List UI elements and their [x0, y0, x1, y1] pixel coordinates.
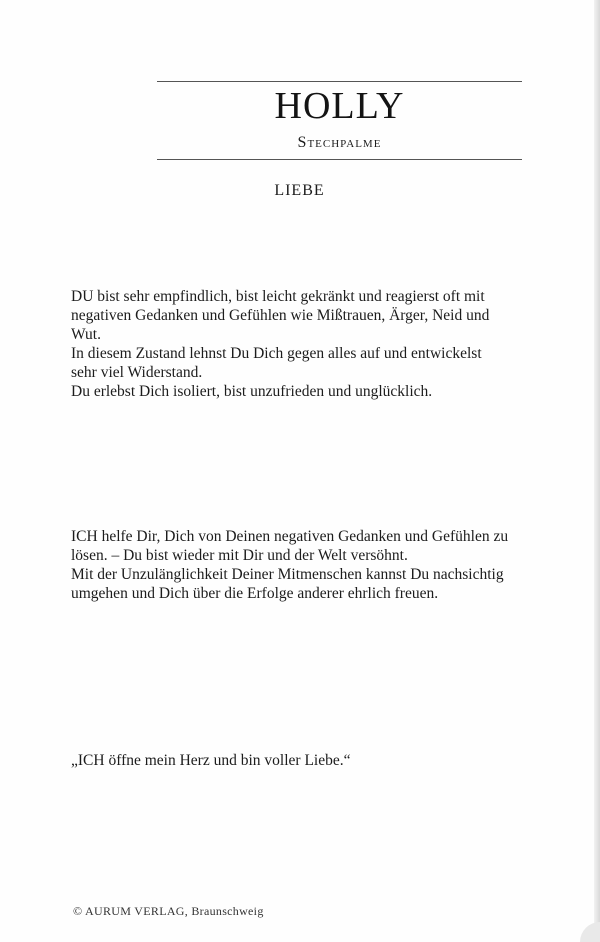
card-title: HOLLY — [274, 85, 405, 127]
positive-line: ICH helfe Dir, Dich von Deinen negativen Gedanken und Gefühlen zu lösen. – Du bist wieder mit Dir und der Welt versöhnt. — [71, 528, 509, 564]
positive-line: Mit der Unzulänglichkeit Deiner Mitmenschen kannst Du nachsichtig umgehen und Dich über die Erfolge anderer ehrlich freuen. — [71, 566, 504, 602]
positive-state-text — [71, 527, 511, 603]
title-bottom-rule — [157, 159, 522, 160]
negative-line: In diesem Zustand lehnst Du Dich gegen alles auf und entwickelst sehr viel Widerstand. — [71, 345, 482, 381]
negative-line: Du erlebst Dich isoliert, bist unzufrieden und unglücklich. — [71, 383, 433, 400]
copyright-notice: © AURUM VERLAG, Braunschweig — [73, 904, 264, 918]
negative-line: DU bist sehr empfindlich, bist leicht gekränkt und reagierst oft mit negativen Gedanken und Gefühlen wie Mißtrauen, Ärger, Neid und Wut. — [71, 288, 490, 343]
card-corner — [580, 922, 600, 942]
affirmation-quote: „ICH öffne mein Herz und bin voller Liebe.“ — [71, 752, 351, 769]
card-edge-shadow — [594, 0, 600, 942]
title-top-rule — [157, 81, 522, 82]
card-theme: LIEBE — [274, 182, 325, 199]
card-subtitle: Stechpalme — [297, 134, 382, 151]
negative-state-text — [71, 287, 511, 401]
